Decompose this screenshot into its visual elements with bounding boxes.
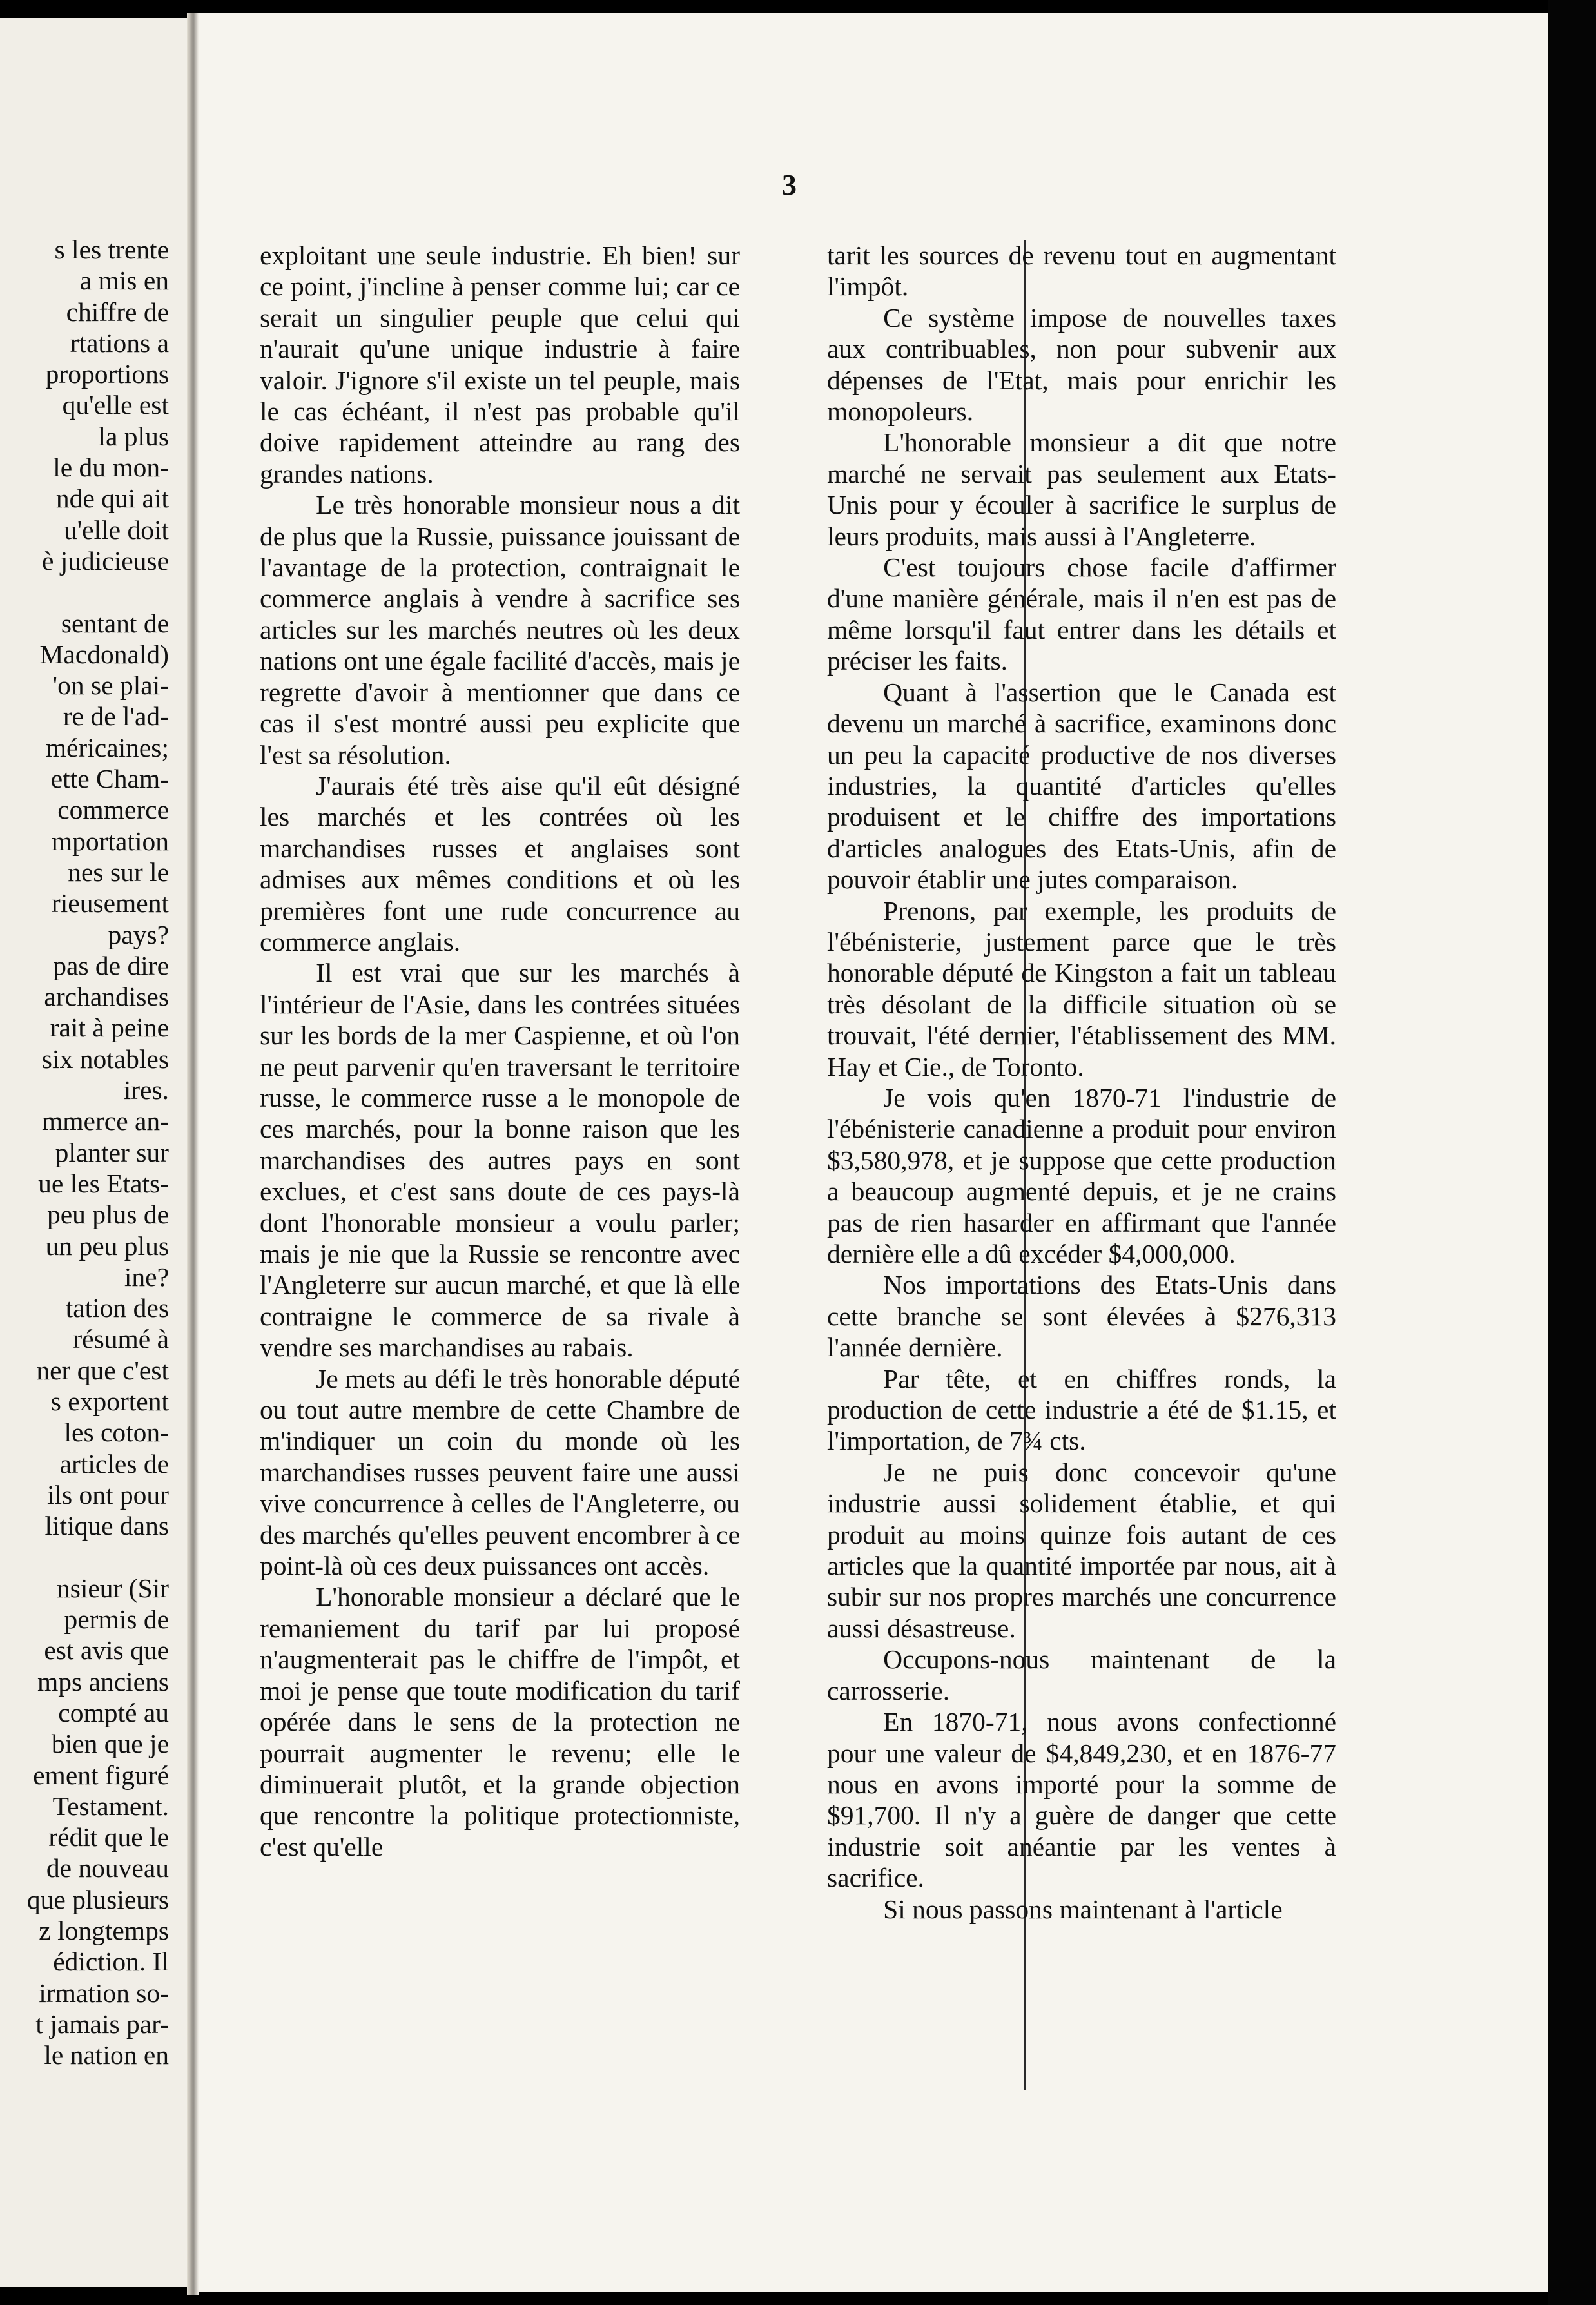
paragraph: Le très honorable monsieur nous a dit de plus que la Russie, puissance jouissant de l'avantage de la protection, contraignait le commerce anglais à vendre à sacrifice ses articles sur les marchés neutres où les deux nations ont une égale facilité d'accès, mais je regrette d'avoir à mentionner que dans ce cas il s'est montré aussi peu explicite que l'est sa résolution. — [260, 490, 740, 770]
fragment-line: rédit que le — [48, 1822, 169, 1853]
fragment-line: proportions — [45, 359, 169, 389]
fragment-line: ner que c'est — [36, 1355, 169, 1385]
scan-border — [1548, 0, 1596, 2305]
fragment-line: les coton- — [64, 1417, 169, 1448]
fragment-line: nde qui ait — [55, 483, 169, 514]
fragment-line: compté au — [58, 1697, 169, 1727]
fragment-line: t jamais par- — [35, 2008, 169, 2039]
fragment-line: archandises — [44, 982, 169, 1012]
fragment-line: z longtemps — [39, 1916, 169, 1946]
paragraph: C'est toujours chose facile d'affirmer d'une manière générale, mais il n'en est pas de même lorsqu'il faut entrer dans les détails et préciser les faits. — [827, 552, 1336, 676]
fragment-line: six notables — [41, 1044, 169, 1074]
fragment-line: mps anciens — [37, 1666, 169, 1697]
fragment-line: planter sur — [55, 1137, 169, 1167]
fragment-line: ires. — [123, 1075, 169, 1105]
fragment-line: permis de — [64, 1604, 169, 1635]
fragment-line: ement figuré — [33, 1760, 169, 1790]
fragment-line: édiction. Il — [53, 1947, 169, 1977]
fragment-line: rieusement — [51, 888, 169, 919]
fragment-line: commerce — [57, 795, 169, 825]
fragment-line: bien que je — [51, 1729, 169, 1759]
text-column-left — [260, 240, 740, 1862]
fragment-line: re de l'ad- — [63, 701, 169, 732]
fragment-line: peu plus de — [46, 1200, 169, 1230]
fragment-line: ette Cham- — [50, 764, 169, 794]
fragment-line: nes sur le — [68, 857, 169, 887]
fragment-line: litique dans — [44, 1511, 169, 1541]
text-column-right — [827, 240, 1336, 1925]
page — [199, 13, 1548, 2292]
fragment-line: a mis en — [79, 266, 169, 296]
fragment-line: sentant de — [61, 608, 169, 638]
paragraph: L'honorable monsieur a déclaré que le remaniement du tarif par lui proposé n'augmenterait pas le chiffre de l'impôt, et moi je pense que toute modification du tarif opérée dans le sens de la protection ne pourrait augmenter le revenu; elle le diminuerait plutôt, et la grande objection que rencontre la politique protectionniste, c'est qu'elle — [260, 1582, 740, 1862]
paragraph: Quant à l'assertion que le Canada est devenu un marché à sacrifice, examinons donc un peu la capacité productive de nos diverses industries, la quantité d'articles qu'elles produisent et le chiffre des importations d'articles analogues des Etats-Unis, afin de pouvoir établir une jutes comparaison. — [827, 677, 1336, 895]
left-page-fragment — [0, 18, 187, 2287]
fragment-line: tation des — [65, 1293, 169, 1323]
fragment-line: qu'elle est — [62, 390, 169, 420]
fragment-line: mportation — [51, 826, 169, 856]
fragment-line: ils ont pour — [46, 1479, 169, 1510]
paragraph: Je vois qu'en 1870-71 l'industrie de l'ébénisterie canadienne a produit pour environ $3,580,978, et je suppose que cette production a beaucoup augmenté depuis, et je ne crains pas de rien hasarder en affirmant que l'année dernière elle a dû excéder $4,000,000. — [827, 1082, 1336, 1269]
paragraph: Je ne puis donc concevoir qu'une industrie aussi solidement établie, et qui produit au moins quinze fois autant de ces articles que la quantité importée par nous, ait à subir sur nos propres marchés une concurrence aussi désastreuse. — [827, 1457, 1336, 1643]
fragment-line: le du mon- — [53, 452, 169, 483]
paragraph: Ce système impose de nouvelles taxes aux contribuables, non pour subvenir aux dépenses de l'Etat, mais pour enrichir les monopoleurs. — [827, 302, 1336, 427]
paragraph: Il est vrai que sur les marchés à l'intérieur de l'Asie, dans les contrées situées sur les bords de la mer Caspienne, et où l'on ne peut parvenir qu'en traversant le territoire russe, le commerce russe a le monopole de ces marchés, pour la bonne raison que les marchandises des autres pays en sont exclues, et c'est sans doute de ces pays-là dont l'honorable monsieur a voulu parler; mais je nie que la Russie se rencontre avec l'Angleterre sur aucun marché, et que là elle contraigne le commerce de sa rivale à vendre ses marchandises au rabais. — [260, 958, 740, 1363]
fragment-line: que plusieurs — [26, 1884, 169, 1914]
fragment-line: résumé à — [73, 1324, 169, 1354]
fragment-line: pas de dire — [53, 950, 169, 980]
paragraph: Nos importations des Etats-Unis dans cette branche se sont élevées à $276,313 l'année dernière. — [827, 1270, 1336, 1363]
fragment-line: rtations a — [70, 327, 169, 358]
fragment-line: le nation en — [44, 2040, 169, 2070]
paragraph: Si nous passons maintenant à l'article — [883, 1894, 1283, 1924]
fragment-line: la plus — [98, 421, 169, 451]
paragraph: L'honorable monsieur a dit que notre marché ne servait pas seulement aux Etats-Unis pour y écouler à sacrifice le surplus de leurs produits, mais aussi à l'Angleterre. — [827, 427, 1336, 551]
fragment-line: è judicieuse — [41, 545, 169, 576]
fragment-line: de nouveau — [46, 1853, 169, 1883]
fragment-line: ine? — [124, 1261, 169, 1292]
fragment-line — [0, 576, 169, 607]
fragment-line: u'elle doit — [63, 514, 169, 545]
paragraph: Je mets au défi le très honorable député ou tout autre membre de cette Chambre de m'indiquer un coin du monde où les marchandises russes peuvent faire une aussi vive concurrence à celles de l'Angleterre, ou des marchés qu'elles peuvent encombrer à ce point-là où ces deux puissances ont accès. — [260, 1363, 740, 1581]
fragment-line: nsieur (Sir — [56, 1573, 169, 1603]
fragment-line: méricaines; — [45, 732, 169, 763]
paragraph: En 1870-71, nous avons confectionné pour une valeur de $4,849,230, et en 1876-77 nous en avons importé pour la somme de $91,700. Il n'y a guère de danger que cette industrie soit anéantie par les ventes à sacrifice. — [827, 1707, 1336, 1893]
fragment-line: s exportent — [50, 1386, 169, 1416]
fragment-line: est avis que — [44, 1635, 169, 1666]
fragment-line: s les trente — [54, 235, 169, 264]
left-page-text — [0, 234, 169, 2071]
paragraph: Par tête, et en chiffres ronds, la production de cette industrie a été de $1.15, et l'importation, de 7¾ cts. — [827, 1363, 1336, 1456]
fragment-line: un peu plus — [45, 1230, 169, 1261]
paragraph: Prenons, par exemple, les produits de l'ébénisterie, justement parce que le très honorable député de Kingston a fait un tableau très désolant de la difficile situation où se trouvait, l'été dernier, l'établissement des MM. Hay et Cie., de Toronto. — [827, 895, 1336, 1082]
paragraph: tarit les sources de revenu tout en augmentant l'impôt. — [827, 240, 1336, 302]
fragment-line: Testament. — [52, 1791, 169, 1821]
fragment-line: 'on se plai- — [52, 670, 169, 701]
fragment-line: Macdonald) — [39, 639, 169, 669]
fragment-line: irmation so- — [39, 1978, 169, 2008]
fragment-line: mmerce an- — [41, 1106, 169, 1136]
fragment-line: ue les Etats- — [38, 1168, 169, 1198]
book-gutter — [187, 13, 199, 2295]
fragment-line — [0, 1541, 169, 1572]
fragment-line: articles de — [59, 1448, 169, 1479]
paragraph: J'aurais été très aise qu'il eût désigné les marchés et les contrées où les marchandises russes et anglaises sont admises aux mêmes conditions et où les premières font une rude concurrence au commerce anglais. — [260, 770, 740, 957]
fragment-line: rait à peine — [50, 1013, 169, 1043]
fragment-line: chiffre de — [66, 297, 169, 327]
paragraph: exploitant une seule industrie. Eh bien! sur ce point, j'incline à penser comme lui; car ce serait un singulier peuple que celui qui n'aurait qu'une unique industrie à faire valoir. J'ignore s'il existe un tel peuple, mais le cas échéant, il n'est pas probable qu'il doive rapidement atteindre au rang des grandes nations. — [260, 240, 740, 489]
fragment-line: pays? — [108, 919, 169, 949]
paragraph: Occupons-nous maintenant de la carrosserie. — [827, 1644, 1336, 1706]
page-number: 3 — [782, 168, 797, 201]
